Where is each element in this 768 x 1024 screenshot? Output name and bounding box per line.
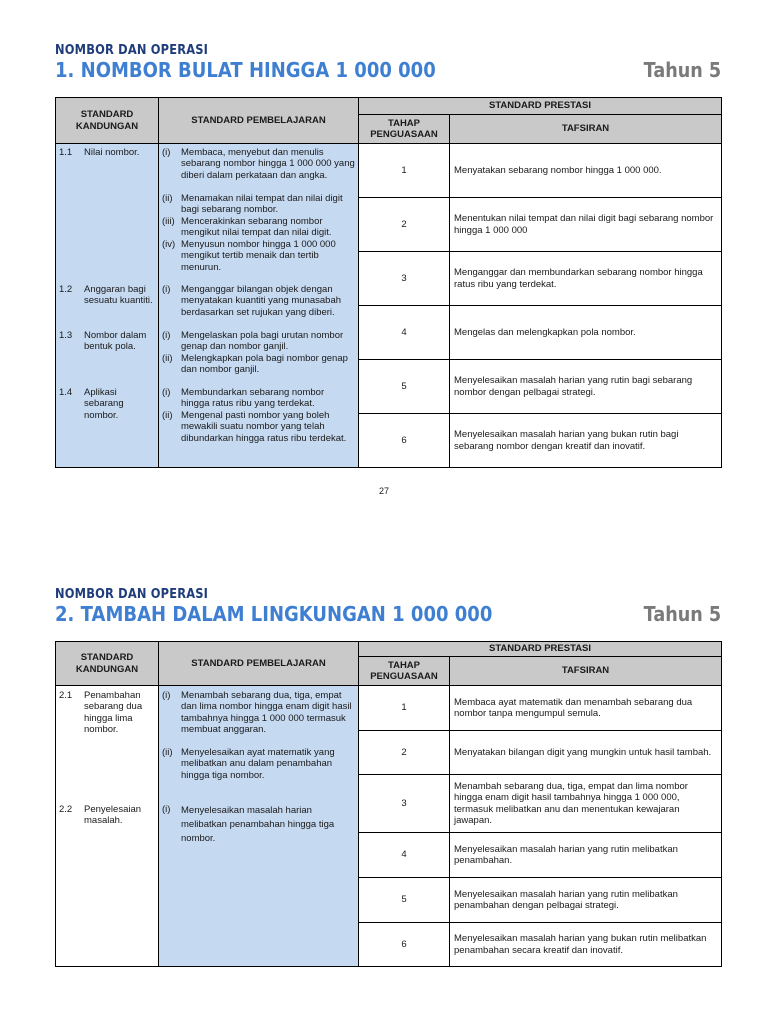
kandungan-item: 1.1 Nilai nombor. (59, 147, 140, 158)
pembelajaran-cell (159, 686, 359, 967)
tahap-level: 6 (359, 923, 450, 967)
tahap-level: 3 (359, 252, 450, 306)
header-tafsiran: TAFSIRAN (450, 115, 722, 144)
kandungan-item: 1.3 Nombor dalam bentuk pola. (59, 330, 147, 353)
header-tafsiran: TAFSIRAN (450, 657, 722, 686)
pembelajaran-item: (ii) Mengenal pasti nombor yang boleh mewakili suatu nombor yang telah dibundarkan hingga ratus ribu terdekat. (162, 410, 347, 444)
pembelajaran-cell (159, 144, 359, 468)
pembelajaran-item: (ii) Menyelesaikan ayat matematik yang melibatkan anu dalam penambahan hingga tiga nombor. (162, 747, 335, 781)
pembelajaran-item: (iv) Menyusun nombor hingga 1 000 000 mengikut tertib menaik dan tertib menurun. (162, 239, 336, 273)
tahap-level: 5 (359, 360, 450, 414)
section-1 (55, 43, 721, 452)
pembelajaran-item: (i) Membaca, menyebut dan menulis sebarang nombor hingga 1 000 000 yang diberi dalam perkataan dan angka. (162, 147, 355, 181)
section-2-year: Tahun 5 (643, 602, 721, 626)
kandungan-item: 2.2 Penyelesaian masalah. (59, 804, 142, 827)
header-standard-pembelajaran: STANDARD PEMBELAJARAN (159, 642, 359, 686)
tafsiran-text: Menyelesaikan masalah harian yang rutin melibatkan penambahan. (450, 833, 722, 878)
kandungan-item: 2.1 Penambahan sebarang dua hingga lima nombor. (59, 690, 143, 736)
pembelajaran-item: (i) Menyelesaikan masalah harian melibatkan penambahan hingga tiga nombor. (162, 804, 335, 844)
header-standard-kandungan: STANDARD KANDUNGAN (56, 642, 159, 686)
section-1-year: Tahun 5 (643, 58, 721, 82)
tahap-level: 6 (359, 414, 450, 468)
tafsiran-text: Menentukan nilai tempat dan nilai digit bagi sebarang nombor hingga 1 000 000 (450, 198, 722, 252)
header-standard-prestasi: STANDARD PRESTASI (359, 98, 722, 115)
tahap-level: 4 (359, 306, 450, 360)
tahap-level: 5 (359, 878, 450, 923)
tafsiran-text: Menyelesaikan masalah harian yang rutin bagi sebarang nombor dengan pelbagai strategi. (450, 360, 722, 414)
tafsiran-text: Menyelesaikan masalah harian yang rutin melibatkan penambahan dengan pelbagai strategi. (450, 878, 722, 923)
tafsiran-text: Menyatakan bilangan digit yang mungkin untuk hasil tambah. (450, 731, 722, 775)
section-1-title: 1. NOMBOR BULAT HINGGA 1 000 000 (55, 58, 436, 82)
tahap-level: 1 (359, 686, 450, 731)
header-tahap-penguasaan: TAHAP PENGUASAAN (359, 115, 450, 144)
pembelajaran-item: (ii) Melengkapkan pola bagi nombor genap dan nombor ganjil. (162, 353, 348, 376)
tafsiran-text: Menambah sebarang dua, tiga, empat dan lima nombor hingga enam digit hasil tambahnya hingga 1 000 000, termasuk melibatkan anu dan menentukan kewajaran jawapan. (450, 775, 722, 833)
pembelajaran-item: (ii) Menamakan nilai tempat dan nilai digit bagi sebarang nombor. (162, 193, 343, 216)
header-standard-kandungan: STANDARD KANDUNGAN (56, 98, 159, 144)
pembelajaran-item: (iii) Mencerakinkan sebarang nombor mengikut nilai tempat dan nilai digit. (162, 216, 332, 239)
tahap-level: 2 (359, 198, 450, 252)
tafsiran-text: Menyatakan sebarang nombor hingga 1 000 000. (450, 144, 722, 198)
tahap-level: 3 (359, 775, 450, 833)
tahap-level: 1 (359, 144, 450, 198)
kandungan-cell (56, 144, 159, 468)
header-standard-pembelajaran: STANDARD PEMBELAJARAN (159, 98, 359, 144)
section-1-titlebar (55, 58, 721, 82)
kandungan-item: 1.2 Anggaran bagi sesuatu kuantiti. (59, 284, 153, 307)
tafsiran-text: Menyelesaikan masalah harian yang bukan rutin bagi sebarang nombor dengan kreatif dan inovatif. (450, 414, 722, 468)
tahap-level: 4 (359, 833, 450, 878)
section-2-kicker: NOMBOR DAN OPERASI (55, 587, 209, 602)
tafsiran-text: Membaca ayat matematik dan menambah sebarang dua nombor tanpa mengumpul semula. (450, 686, 722, 731)
section-2-table (55, 641, 722, 967)
header-tahap-penguasaan: TAHAP PENGUASAAN (359, 657, 450, 686)
pembelajaran-item: (i) Menambah sebarang dua, tiga, empat dan lima nombor hingga enam digit hasil tambahnya hingga 1 000 000 termasuk membuat anggaran. (162, 690, 352, 736)
pembelajaran-item: (i) Menganggar bilangan objek dengan menyatakan kuantiti yang munasabah berdasarkan set rujukan yang diberi. (162, 284, 342, 318)
tahap-level: 2 (359, 731, 450, 775)
tafsiran-text: Menyelesaikan masalah harian yang bukan rutin melibatkan penambahan secara kreatif dan inovatif. (450, 923, 722, 967)
kandungan-cell (56, 686, 159, 967)
tafsiran-text: Menganggar dan membundarkan sebarang nombor hingga ratus ribu yang terdekat. (450, 252, 722, 306)
section-1-table (55, 97, 722, 468)
section-2-title: 2. TAMBAH DALAM LINGKUNGAN 1 000 000 (55, 602, 493, 626)
header-standard-prestasi: STANDARD PRESTASI (359, 642, 722, 657)
tafsiran-text: Mengelas dan melengkapkan pola nombor. (450, 306, 722, 360)
section-1-kicker: NOMBOR DAN OPERASI (55, 43, 209, 58)
kandungan-item: 1.4 Aplikasi sebarang nombor. (59, 387, 124, 421)
section-2-titlebar (55, 602, 721, 626)
pembelajaran-item: (i) Mengelaskan pola bagi urutan nombor genap dan nombor ganjil. (162, 330, 344, 353)
pembelajaran-item: (i) Membundarkan sebarang nombor hingga ratus ribu yang terdekat. (162, 387, 325, 410)
section-2 (55, 587, 721, 956)
page-number: 27 (378, 486, 389, 496)
